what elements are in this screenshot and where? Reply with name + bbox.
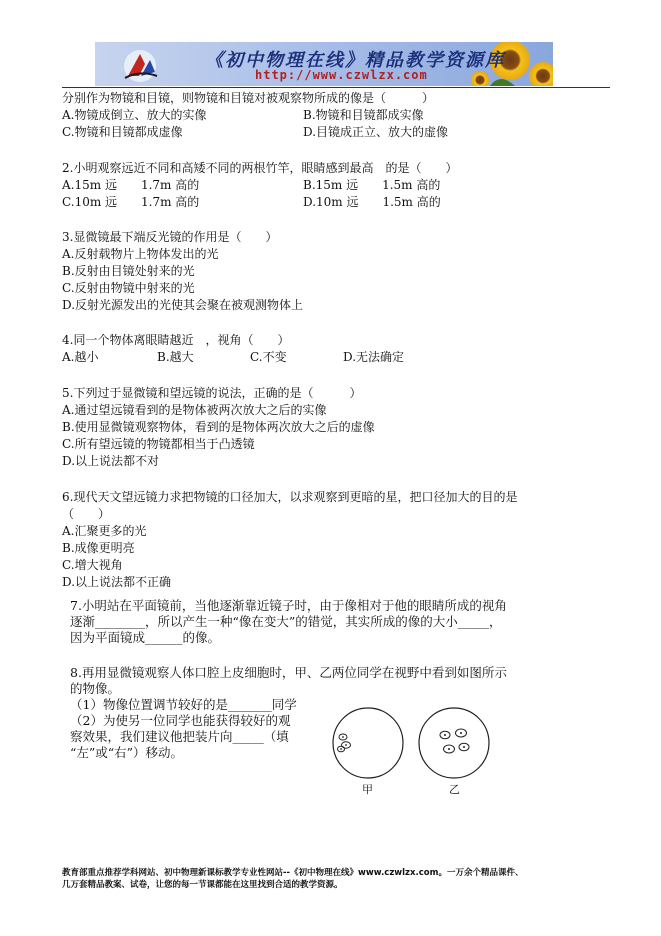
q0-option-a: A.物镜成倒立、放大的实像 xyxy=(62,108,207,122)
q3-option-b: B.反射由目镜处射来的光 xyxy=(62,264,195,278)
q5-option-a: A.通过望远镜看到的是物体被两次放大之后的实像 xyxy=(62,403,327,417)
q0-option-b: B.物镜和目镜都成实像 xyxy=(303,108,424,122)
q7-line3: 因为平面镜成______的像。 xyxy=(70,630,221,645)
q4-option-d: D.无法确定 xyxy=(343,350,405,364)
q8-sub1: （1）物像位置调节较好的是_______同学 xyxy=(70,697,297,712)
q6-stem-line1: 6.现代天文望远镜力求把物镜的口径加大，以求观察到更暗的星，把口径加大的目的是 xyxy=(62,490,518,504)
q3-stem: 3.显微镜最下端反光镜的作用是（ ） xyxy=(62,230,278,244)
q6-option-a: A.汇聚更多的光 xyxy=(62,524,147,538)
q7-line2: 逐渐________，所以产生一种“像在变大”的错觉，其实所成的像的大小_____， xyxy=(70,614,502,629)
label-yi: 乙 xyxy=(449,783,460,796)
microscope-figure xyxy=(330,705,490,805)
header-banner xyxy=(95,42,553,86)
footer-line1: 教育部重点推荐学科网站、初中物理新课标教学专业性网站--《初中物理在线》www.czwlzx.com。一万余个精品课件、 xyxy=(62,868,524,878)
q6-option-b: B.成像更明亮 xyxy=(62,541,135,555)
q8-sub2-line3: “左”或“右”）移动。 xyxy=(70,745,184,760)
q6-option-d: D.以上说法都不正确 xyxy=(62,575,172,589)
q5-stem: 5.下列过于显微镜和望远镜的说法，正确的是（ ） xyxy=(62,386,362,400)
q8-line2: 的物像。 xyxy=(70,681,121,696)
q8-line1: 8.再用显微镜观察人体口腔上皮细胞时，甲、乙两位同学在视野中看到如图所示 xyxy=(70,665,507,680)
q4-stem: 4.同一个物体离眼睛越近 ，视角（ ） xyxy=(62,333,290,347)
q2-stem: 2.小明观察远近不同和高矮不同的两根竹竿，眼睛感到最高 的是（ ） xyxy=(62,161,458,175)
q4-option-c: C.不变 xyxy=(250,350,287,364)
q5-option-c: C.所有望远镜的物镜都相当于凸透镜 xyxy=(62,437,255,451)
q6-stem-line2: （ ） xyxy=(62,507,111,521)
q0-option-d: D.目镜成正立、放大的虚像 xyxy=(303,125,449,139)
view-jia-diagram xyxy=(333,708,403,778)
q0-stem: 分别作为物镜和目镜，则物镜和目镜对被观察物所成的像是（ ） xyxy=(62,91,435,105)
banner-url[interactable]: http://www.czwlzx.com xyxy=(255,68,428,82)
q4-option-b: B.越大 xyxy=(157,350,194,364)
q5-option-d: D.以上说法都不对 xyxy=(62,454,160,468)
q6-option-c: C.增大视角 xyxy=(62,558,123,572)
q4-option-a: A.越小 xyxy=(62,350,99,364)
q0-option-c: C.物镜和目镜都成虚像 xyxy=(62,125,183,139)
q2-option-c: C.10m 远 1.7m 高的 xyxy=(62,195,200,209)
q2-option-d: D.10m 远 1.5m 高的 xyxy=(303,195,441,209)
q7-line1: 7.小明站在平面镜前，当他逐渐靠近镜子时，由于像相对于他的眼睛所成的视角 xyxy=(70,598,507,613)
q2-option-a: A.15m 远 1.7m 高的 xyxy=(62,178,200,192)
view-yi-diagram xyxy=(419,708,489,778)
q3-option-c: C.反射由物镜中射来的光 xyxy=(62,281,195,295)
q3-option-d: D.反射光源发出的光使其会聚在被观测物体上 xyxy=(62,298,304,312)
q8-sub2-line2: 察效果，我们建议他把装片向_____（填 xyxy=(70,729,289,744)
header-rule xyxy=(62,87,610,88)
footer-line2: 几万套精品教案、试卷，让您的每一节课都能在这里找到合适的教学资源。 xyxy=(62,880,343,890)
label-jia: 甲 xyxy=(362,783,373,796)
q8-sub2-line1: （2）为使另一位同学也能获得较好的观 xyxy=(70,713,291,728)
q2-option-b: B.15m 远 1.5m 高的 xyxy=(303,178,441,192)
banner-title: 《初中物理在线》精品教学资源库 xyxy=(205,50,505,71)
q3-option-a: A.反射载物片上物体发出的光 xyxy=(62,247,219,261)
q5-option-b: B.使用显微镜观察物体，看到的是物体两次放大之后的虚像 xyxy=(62,420,375,434)
